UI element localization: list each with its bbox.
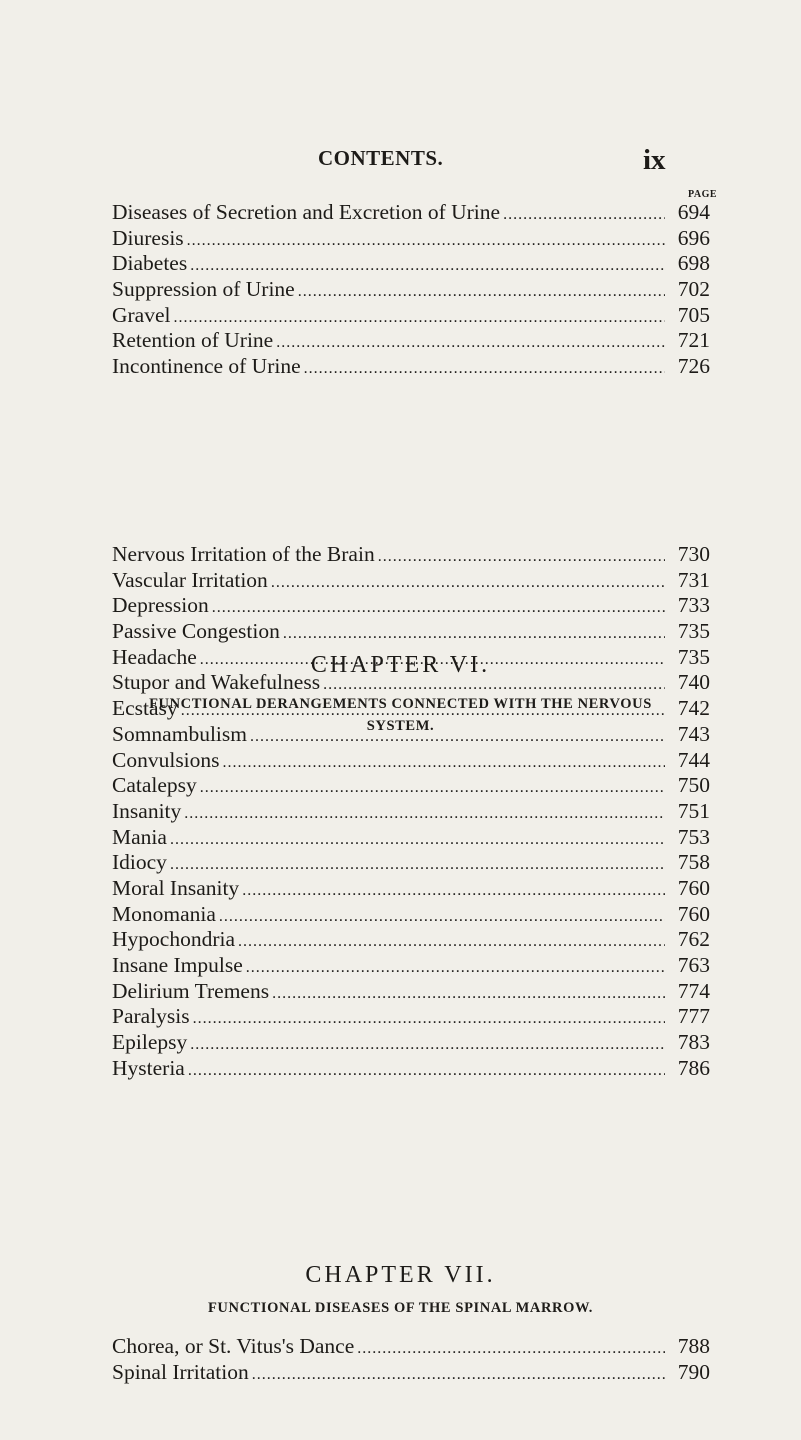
dot-leader bbox=[242, 878, 665, 904]
dot-leader bbox=[323, 672, 665, 698]
toc-entry-page: 698 bbox=[677, 251, 710, 276]
toc-entry-title: Convulsions bbox=[112, 747, 220, 772]
toc-entry-title: Epilepsy bbox=[112, 1030, 188, 1055]
dot-leader bbox=[190, 1032, 665, 1058]
toc-entry-page: 751 bbox=[677, 798, 710, 823]
toc-entry-page: 735 bbox=[677, 619, 710, 644]
dot-leader bbox=[271, 570, 665, 596]
toc-entry-page: 721 bbox=[677, 328, 710, 353]
toc-entry bbox=[112, 1056, 710, 1082]
running-head-title: CONTENTS. bbox=[318, 146, 444, 170]
dot-leader bbox=[223, 750, 665, 776]
toc-entry-title: Mania bbox=[112, 824, 167, 849]
chapter-6-heading: CHAPTER VI. bbox=[310, 652, 491, 678]
toc-entry-title: Monomania bbox=[112, 901, 216, 926]
dot-leader bbox=[181, 698, 665, 724]
toc-entry bbox=[112, 670, 710, 696]
dot-leader bbox=[174, 305, 666, 331]
toc-entry-page: 731 bbox=[677, 567, 710, 592]
toc-entry bbox=[112, 696, 710, 722]
running-head bbox=[0, 144, 801, 184]
toc-entry bbox=[112, 953, 710, 979]
toc-entry-title: Somnambulism bbox=[112, 721, 247, 746]
toc-entry bbox=[112, 722, 710, 748]
dot-leader bbox=[188, 1058, 665, 1084]
dot-leader bbox=[187, 228, 665, 254]
toc-entry-page: 733 bbox=[677, 593, 710, 618]
toc-entry bbox=[112, 200, 710, 226]
section-urine-entries bbox=[112, 200, 710, 380]
toc-entry-page: 750 bbox=[677, 773, 710, 798]
toc-entry bbox=[112, 542, 710, 568]
toc-entry-title: Depression bbox=[112, 593, 209, 618]
chapter-7-entries bbox=[112, 1334, 710, 1385]
toc-entry bbox=[112, 850, 710, 876]
toc-entry-page: 696 bbox=[677, 225, 710, 250]
toc-entry-page: 760 bbox=[677, 875, 710, 900]
dot-leader bbox=[190, 253, 665, 279]
toc-entry-page: 763 bbox=[677, 953, 710, 977]
toc-entry-title: Catalepsy bbox=[112, 773, 197, 798]
toc-entry-title: Retention of Urine bbox=[112, 328, 274, 353]
toc-entry-title: Spinal Irritation bbox=[112, 1359, 249, 1384]
dot-leader bbox=[170, 827, 665, 853]
toc-entry-page: 740 bbox=[677, 670, 710, 695]
toc-entry-page: 783 bbox=[677, 1030, 710, 1055]
toc-entry-title: Gravel bbox=[112, 302, 171, 327]
toc-entry-page: 742 bbox=[677, 696, 710, 721]
page-folio: ix bbox=[643, 144, 666, 176]
dot-leader bbox=[193, 1006, 665, 1032]
dot-leader bbox=[200, 647, 665, 673]
toc-entry-title: Vascular Irritation bbox=[112, 567, 268, 592]
toc-entry-title: Moral Insanity bbox=[112, 875, 240, 900]
dot-leader bbox=[252, 1362, 665, 1388]
toc-entry-title: Diabetes bbox=[112, 251, 188, 276]
dot-leader bbox=[170, 852, 665, 878]
toc-entry-page: 735 bbox=[677, 644, 710, 669]
toc-entry bbox=[112, 927, 710, 953]
toc-entry-title: Nervous Irritation of the Brain bbox=[112, 542, 375, 566]
toc-entry bbox=[112, 303, 710, 329]
chapter-7-subtitle: FUNCTIONAL DISEASES OF THE SPINAL MARROW. bbox=[207, 1300, 594, 1316]
toc-entry-title: Idiocy bbox=[112, 850, 167, 875]
toc-entry bbox=[112, 1004, 710, 1030]
toc-entry-page: 777 bbox=[677, 1004, 710, 1029]
dot-leader bbox=[298, 279, 665, 305]
toc-entry bbox=[112, 277, 710, 303]
toc-entry-title: Headache bbox=[112, 644, 197, 669]
toc-entry-page: 790 bbox=[677, 1359, 710, 1384]
toc-entry-title: Paralysis bbox=[112, 1004, 190, 1029]
dot-leader bbox=[283, 621, 665, 647]
toc-entry bbox=[112, 619, 710, 645]
dot-leader bbox=[304, 356, 665, 382]
dot-leader bbox=[378, 544, 665, 570]
toc-entry bbox=[112, 799, 710, 825]
toc-entry-page: 726 bbox=[677, 354, 710, 379]
toc-entry bbox=[112, 748, 710, 774]
toc-entry-page: 758 bbox=[677, 850, 710, 875]
toc-entry-page: 762 bbox=[677, 927, 710, 952]
toc-entry-page: 753 bbox=[677, 824, 710, 849]
toc-entry-title: Insane Impulse bbox=[112, 953, 243, 977]
toc-entry bbox=[112, 1334, 710, 1360]
dot-leader bbox=[272, 981, 665, 1007]
dot-leader bbox=[246, 955, 665, 981]
toc-entry-title: Stupor and Wakefulness bbox=[112, 670, 321, 695]
dot-leader bbox=[200, 775, 665, 801]
toc-entry-title: Incontinence of Urine bbox=[112, 354, 301, 379]
toc-entry-page: 788 bbox=[677, 1334, 710, 1358]
toc-entry bbox=[112, 568, 710, 594]
dot-leader bbox=[357, 1336, 665, 1362]
toc-entry-title: Hypochondria bbox=[112, 927, 235, 952]
toc-entry-page: 774 bbox=[677, 978, 710, 1003]
toc-entry bbox=[112, 251, 710, 277]
toc-entry-page: 744 bbox=[677, 747, 710, 772]
dot-leader bbox=[219, 904, 665, 930]
toc-entry-page: 760 bbox=[677, 901, 710, 926]
chapter-6-subtitle-line-1: FUNCTIONAL DERANGEMENTS CONNECTED WITH THE NERVOUS bbox=[149, 696, 652, 712]
toc-entry-title: Ecstasy bbox=[112, 696, 178, 721]
toc-entry bbox=[112, 226, 710, 252]
page-column-label: PAGE bbox=[688, 189, 718, 200]
toc-entry-title: Diseases of Secretion and Excretion of Urine bbox=[112, 200, 501, 224]
toc-entry bbox=[112, 876, 710, 902]
toc-entry-title: Hysteria bbox=[112, 1055, 185, 1080]
toc-entry-page: 730 bbox=[677, 542, 710, 566]
toc-entry-page: 694 bbox=[677, 200, 710, 224]
toc-entry bbox=[112, 593, 710, 619]
toc-entry bbox=[112, 902, 710, 928]
toc-entry bbox=[112, 1030, 710, 1056]
toc-entry-title: Delirium Tremens bbox=[112, 978, 270, 1003]
dot-leader bbox=[212, 595, 665, 621]
toc-entry-title: Chorea, or St. Vitus's Dance bbox=[112, 1334, 355, 1358]
chapter-7-heading: CHAPTER VII. bbox=[305, 1262, 496, 1288]
chapter-6-subtitle-line-2: SYSTEM. bbox=[366, 718, 435, 734]
toc-entry bbox=[112, 979, 710, 1005]
toc-entry-page: 705 bbox=[677, 302, 710, 327]
dot-leader bbox=[276, 330, 665, 356]
chapter-6-entries bbox=[112, 542, 710, 1081]
toc-entry-page: 743 bbox=[677, 721, 710, 746]
dot-leader bbox=[238, 929, 665, 955]
toc-entry bbox=[112, 773, 710, 799]
toc-entry bbox=[112, 825, 710, 851]
toc-entry-title: Insanity bbox=[112, 798, 182, 823]
dot-leader bbox=[250, 724, 665, 750]
toc-entry bbox=[112, 645, 710, 671]
toc-entry-page: 786 bbox=[677, 1055, 710, 1080]
toc-entry-title: Suppression of Urine bbox=[112, 277, 295, 302]
dot-leader bbox=[503, 202, 665, 228]
toc-entry-title: Diuresis bbox=[112, 225, 184, 250]
toc-entry bbox=[112, 1360, 710, 1386]
toc-entry-page: 702 bbox=[677, 277, 710, 302]
toc-entry bbox=[112, 354, 710, 380]
toc-entry bbox=[112, 328, 710, 354]
dot-leader bbox=[184, 801, 665, 827]
toc-entry-title: Passive Congestion bbox=[112, 619, 280, 644]
